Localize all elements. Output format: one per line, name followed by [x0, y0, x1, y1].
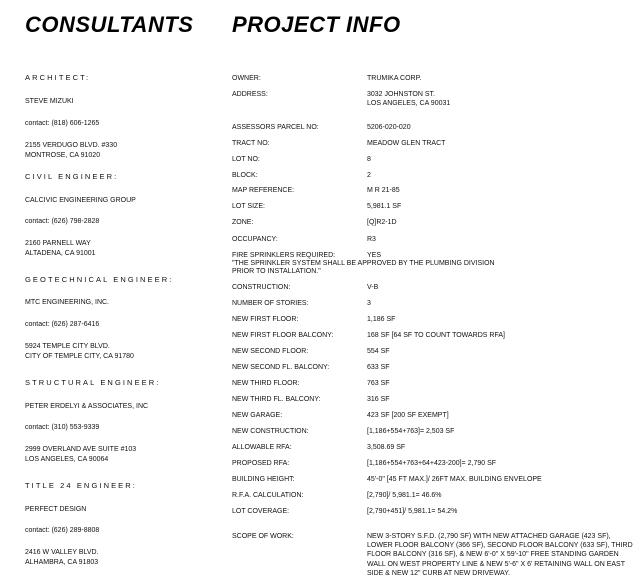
geotech-name: MTC ENGINEERING, INC. — [25, 299, 110, 306]
architect-name: STEVE MIZUKI — [25, 98, 74, 105]
lot-coverage-label: LOT COVERAGE: — [232, 508, 290, 515]
owner-value: TRUMIKA CORP. — [367, 75, 422, 82]
proposed-rfa-value: [1,186+554+763+64+423-200]= 2,790 SF — [367, 460, 497, 467]
title24-address-line2: ALHAMBRA, CA 91803 — [25, 559, 99, 566]
stories-value: 3 — [367, 300, 371, 307]
lot-size-value: 5,981.1 SF — [367, 203, 402, 210]
second-floor-value: 554 SF — [367, 348, 390, 355]
structural-address-line1: 2999 OVERLAND AVE SUITE #103 — [25, 446, 137, 453]
structural-section-title: STRUCTURAL ENGINEER: — [25, 378, 161, 387]
consultants-heading: CONSULTANTS — [25, 12, 194, 37]
structural-contact: contact: (310) 553-9339 — [25, 424, 100, 431]
allowable-rfa-label: ALLOWABLE RFA: — [232, 444, 292, 451]
second-balcony-label: NEW SECOND FL. BALCONY: — [232, 364, 330, 371]
third-floor-value: 763 SF — [367, 380, 390, 387]
civil-contact: contact: (626) 798-2828 — [25, 218, 100, 225]
lot-value: 8 — [367, 156, 371, 163]
allowable-rfa-value: 3,508.69 SF — [367, 444, 406, 451]
scope-of-work-label: SCOPE OF WORK: — [232, 533, 294, 540]
new-construction-label: NEW CONSTRUCTION: — [232, 428, 309, 435]
third-balcony-value: 316 SF — [367, 396, 390, 403]
lot-label: LOT NO: — [232, 156, 260, 163]
building-height-value: 45'-0" [45 FT MAX.]/ 26FT MAX. BUILDING ENVELOPE — [367, 476, 542, 483]
apn-value: 5206-020-020 — [367, 124, 411, 131]
third-floor-label: NEW THIRD FLOOR: — [232, 380, 300, 387]
civil-name: CALCIVIC ENGINEERING GROUP — [25, 197, 136, 204]
sprinklers-note-line2: PRIOR TO INSTALLATION." — [232, 268, 321, 275]
garage-value: 423 SF [200 SF EXEMPT] — [367, 412, 449, 419]
lot-coverage-value: [2,790+451]/ 5,981.1= 54.2% — [367, 508, 458, 515]
occupancy-label: OCCUPANCY: — [232, 236, 278, 243]
map-reference-label: MAP REFERENCE: — [232, 187, 295, 194]
sprinklers-note-line1: "THE SPRINKLER SYSTEM SHALL BE APPROVED BY THE PLUMBING DIVISION — [232, 260, 495, 267]
architect-contact: contact: (818) 606-1265 — [25, 120, 100, 127]
tract-value: MEADOW GLEN TRACT — [367, 140, 446, 147]
geotech-contact: contact: (626) 287-6416 — [25, 321, 100, 328]
address-value-line2: LOS ANGELES, CA 90031 — [367, 100, 451, 107]
zone-value: [Q]R2-1D — [367, 219, 397, 226]
map-reference-value: M R 21-85 — [367, 187, 400, 194]
first-balcony-value: 168 SF [64 SF TO COUNT TOWARDS RFA] — [367, 332, 505, 339]
project-info-heading: PROJECT INFO — [232, 12, 401, 37]
sprinklers-label: FIRE SPRINKLERS REQUIRED: — [232, 252, 336, 259]
lot-size-label: LOT SIZE: — [232, 203, 265, 210]
second-balcony-value: 633 SF — [367, 364, 390, 371]
geotech-address-line2: CITY OF TEMPLE CITY, CA 91780 — [25, 353, 134, 360]
geotech-address-line1: 5924 TEMPLE CITY BLVD. — [25, 343, 110, 350]
architect-section-title: ARCHITECT: — [25, 73, 91, 82]
structural-address-line2: LOS ANGELES, CA 90064 — [25, 456, 109, 463]
civil-section-title: CIVIL ENGINEER: — [25, 172, 119, 181]
apn-label: ASSESSORS PARCEL NO: — [232, 124, 319, 131]
structural-name: PETER ERDELYI & ASSOCIATES, INC — [25, 403, 149, 410]
stories-label: NUMBER OF STORIES: — [232, 300, 309, 307]
address-label: ADDRESS: — [232, 91, 268, 98]
block-label: BLOCK: — [232, 172, 258, 179]
first-floor-label: NEW FIRST FLOOR: — [232, 316, 299, 323]
sprinklers-value: YES — [367, 252, 382, 259]
civil-address-line1: 2160 PARNELL WAY — [25, 240, 91, 247]
rfa-calculation-value: [2,790]/ 5,981.1= 46.6% — [367, 492, 442, 499]
building-height-label: BUILDING HEIGHT: — [232, 476, 295, 483]
new-construction-value: [1,186+554+763]= 2,503 SF — [367, 428, 455, 435]
occupancy-value: R3 — [367, 236, 376, 243]
geotech-section-title: GEOTECHNICAL ENGINEER: — [25, 275, 174, 284]
architect-address-line1: 2155 VERDUGO BLVD. #330 — [25, 142, 118, 149]
construction-label: CONSTRUCTION: — [232, 284, 291, 291]
zone-label: ZONE: — [232, 219, 254, 226]
scope-of-work-value: NEW 3-STORY S.F.D. (2,790 SF) WITH NEW ATTACHED GARAGE (423 SF), LOWER FLOOR BALCONY (366 SF), SECOND FLOOR BALCONY (633 SF), THIRD FLOOR BALCONY (316 SF), & NEW 6'-0" X 59'-10" FREE STANDING GARDEN WALL ON WEST PROPERTY LINE & NEW 5'-6" X 6' RETAINING WALL ON EAST SIDE & NEW 12" CURB AT NEW DRIVEWAY. — [367, 533, 633, 577]
third-balcony-label: NEW THIRD FL. BALCONY: — [232, 396, 321, 403]
title24-section-title: TITLE 24 ENGINEER: — [25, 481, 137, 490]
title24-name: PERFECT DESIGN — [25, 506, 87, 513]
civil-address-line2: ALTADENA, CA 91001 — [25, 250, 96, 257]
rfa-calculation-label: R.F.A. CALCULATION: — [232, 492, 304, 499]
title24-address-line1: 2416 W VALLEY BLVD. — [25, 549, 99, 556]
owner-label: OWNER: — [232, 75, 261, 82]
title24-contact: contact: (626) 289-8808 — [25, 527, 100, 534]
first-balcony-label: NEW FIRST FLOOR BALCONY: — [232, 332, 334, 339]
proposed-rfa-label: PROPOSED RFA: — [232, 460, 290, 467]
block-value: 2 — [367, 172, 371, 179]
second-floor-label: NEW SECOND FLOOR: — [232, 348, 309, 355]
construction-value: V-B — [367, 284, 379, 291]
architect-address-line2: MONTROSE, CA 91020 — [25, 152, 101, 159]
first-floor-value: 1,186 SF — [367, 316, 396, 323]
garage-label: NEW GARAGE: — [232, 412, 283, 419]
address-value-line1: 3032 JOHNSTON ST. — [367, 91, 435, 98]
tract-label: TRACT NO: — [232, 140, 270, 147]
